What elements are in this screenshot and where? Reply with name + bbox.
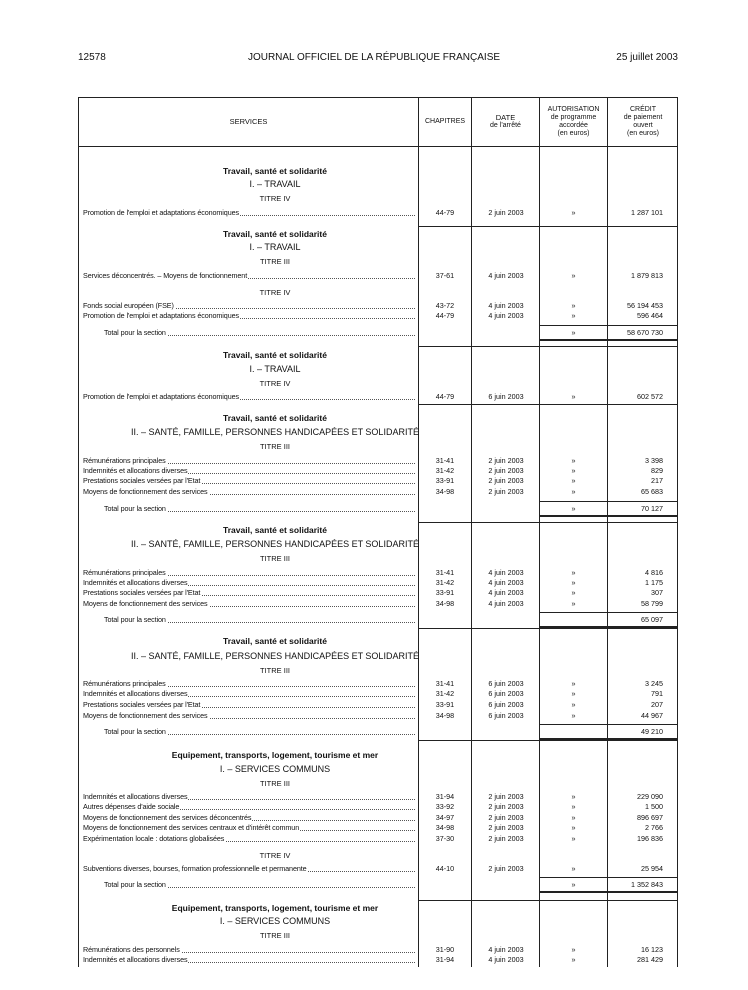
cell-chapitre: 44-79 bbox=[435, 392, 455, 401]
section-heading: I. – SERVICES COMMUNS bbox=[219, 764, 331, 774]
cell-autorisation: » bbox=[571, 823, 576, 832]
row-label bbox=[83, 710, 415, 721]
cell-chapitre: 44-79 bbox=[435, 208, 455, 217]
titre-heading: TITRE III bbox=[260, 779, 290, 788]
cell-credit: 49 210 bbox=[641, 727, 663, 736]
cell-credit: 217 bbox=[651, 476, 663, 485]
block-separator bbox=[608, 346, 678, 347]
row-label bbox=[83, 699, 415, 710]
cell-date: 4 juin 2003 bbox=[488, 599, 524, 608]
row-label bbox=[83, 822, 415, 833]
cell-date: 4 juin 2003 bbox=[488, 945, 524, 954]
ministry-heading: Equipement, transports, logement, tourisme et mer bbox=[171, 750, 379, 760]
cell-credit: 196 836 bbox=[637, 834, 663, 843]
block-separator bbox=[419, 404, 471, 405]
block-separator bbox=[419, 346, 471, 347]
table-row bbox=[0, 270, 748, 281]
cell-date: 4 juin 2003 bbox=[488, 578, 524, 587]
total-rule bbox=[608, 501, 678, 502]
cell-credit: 1 500 bbox=[645, 802, 663, 811]
cell-autorisation: » bbox=[571, 792, 576, 801]
row-label-text: Subventions diverses, bourses, formation professionnelle et permanente bbox=[83, 864, 307, 873]
total-rule bbox=[540, 612, 607, 613]
cell-credit: 602 572 bbox=[637, 392, 663, 401]
table-row bbox=[0, 801, 748, 812]
row-label-text: Promotion de l'emploi et adaptations économiques bbox=[83, 208, 239, 217]
cell-chapitre: 31-94 bbox=[435, 792, 455, 801]
block-separator bbox=[540, 900, 607, 901]
cell-date: 4 juin 2003 bbox=[488, 588, 524, 597]
row-label-text: Total pour la section bbox=[104, 727, 166, 736]
cell-autorisation: » bbox=[571, 392, 576, 401]
cell-date: 2 juin 2003 bbox=[488, 792, 524, 801]
total-rule bbox=[608, 325, 678, 326]
cell-credit: 229 090 bbox=[637, 792, 663, 801]
cell-autorisation: » bbox=[571, 588, 576, 597]
total-row bbox=[0, 503, 748, 514]
table-row bbox=[0, 475, 748, 486]
cell-autorisation: » bbox=[571, 568, 576, 577]
cell-chapitre: 34-97 bbox=[435, 813, 455, 822]
cell-chapitre: 33-91 bbox=[435, 588, 455, 597]
cell-chapitre: 34-98 bbox=[435, 487, 455, 496]
row-label-text: Rémunérations principales bbox=[83, 568, 166, 577]
cell-autorisation: » bbox=[571, 802, 576, 811]
cell-date: 2 juin 2003 bbox=[488, 823, 524, 832]
row-label bbox=[83, 587, 415, 598]
row-label-text: Expérimentation locale : dotations globalisées bbox=[83, 834, 225, 843]
cell-date: 6 juin 2003 bbox=[488, 392, 524, 401]
cell-date: 6 juin 2003 bbox=[488, 711, 524, 720]
section-heading: I. – TRAVAIL bbox=[249, 242, 301, 252]
total-rule bbox=[540, 339, 607, 341]
row-label-text: Total pour la section bbox=[104, 880, 166, 889]
cell-autorisation: » bbox=[571, 880, 576, 889]
cell-credit: 207 bbox=[651, 700, 663, 709]
cell-autorisation: » bbox=[571, 813, 576, 822]
block-separator bbox=[540, 628, 607, 629]
section-heading: I. – SERVICES COMMUNS bbox=[219, 916, 331, 926]
row-label-text: Total pour la section bbox=[104, 504, 166, 513]
row-label-text: Prestations sociales versées par l'Etat bbox=[83, 476, 201, 485]
row-label-text: Indemnités et allocations diverses bbox=[83, 578, 188, 587]
cell-date: 4 juin 2003 bbox=[488, 311, 524, 320]
row-label-text: Services déconcentrés. – Moyens de fonctionnement bbox=[83, 271, 248, 280]
row-label-text: Rémunérations des personnels bbox=[83, 945, 180, 954]
cell-credit: 70 127 bbox=[641, 504, 663, 513]
row-label bbox=[104, 327, 415, 338]
block-separator bbox=[419, 522, 471, 523]
ministry-heading: Travail, santé et solidarité bbox=[223, 525, 327, 535]
row-label-text: Promotion de l'emploi et adaptations économiques bbox=[83, 392, 239, 401]
row-label-text: Total pour la section bbox=[104, 615, 166, 624]
titre-heading: TITRE III bbox=[260, 257, 290, 266]
row-label bbox=[83, 863, 415, 874]
row-label-text: Moyens de fonctionnement des services bbox=[83, 487, 208, 496]
cell-chapitre: 31-41 bbox=[435, 456, 455, 465]
row-label bbox=[104, 503, 415, 514]
total-rule bbox=[540, 515, 607, 517]
table-row bbox=[0, 587, 748, 598]
section-heading: I. – TRAVAIL bbox=[249, 179, 301, 189]
total-rule bbox=[540, 724, 607, 725]
cell-date: 4 juin 2003 bbox=[488, 301, 524, 310]
total-rule bbox=[608, 612, 678, 613]
total-rule bbox=[540, 325, 607, 326]
block-separator bbox=[540, 346, 607, 347]
row-label bbox=[83, 475, 415, 486]
total-rule bbox=[540, 877, 607, 878]
row-label-text: Rémunérations principales bbox=[83, 679, 166, 688]
titre-heading: TITRE IV bbox=[259, 288, 291, 297]
cell-autorisation: » bbox=[571, 504, 576, 513]
ministry-heading: Travail, santé et solidarité bbox=[223, 350, 327, 360]
cell-credit: 58 670 730 bbox=[627, 328, 663, 337]
cell-chapitre: 37-30 bbox=[435, 834, 455, 843]
cell-chapitre: 37-61 bbox=[435, 271, 455, 280]
row-label-text: Moyens de fonctionnement des services bbox=[83, 711, 208, 720]
total-rule bbox=[608, 891, 678, 893]
cell-autorisation: » bbox=[571, 328, 576, 337]
ministry-heading: Travail, santé et solidarité bbox=[223, 413, 327, 423]
cell-autorisation: » bbox=[571, 679, 576, 688]
row-label bbox=[83, 486, 415, 497]
titre-heading: TITRE IV bbox=[259, 379, 291, 388]
cell-chapitre: 31-42 bbox=[435, 689, 455, 698]
titre-heading: TITRE III bbox=[260, 554, 290, 563]
block-separator bbox=[608, 404, 678, 405]
row-label-text: Prestations sociales versées par l'Etat bbox=[83, 588, 201, 597]
row-label bbox=[83, 688, 415, 699]
block-separator bbox=[472, 522, 539, 523]
titre-heading: TITRE IV bbox=[259, 194, 291, 203]
cell-credit: 791 bbox=[651, 689, 663, 698]
block-separator bbox=[472, 740, 539, 741]
journal-title: JOURNAL OFFICIEL DE LA RÉPUBLIQUE FRANÇAISE bbox=[247, 52, 501, 63]
cell-credit: 2 766 bbox=[645, 823, 663, 832]
row-label bbox=[83, 270, 415, 281]
table-row bbox=[0, 863, 748, 874]
cell-credit: 25 954 bbox=[641, 864, 663, 873]
ministry-heading: Equipement, transports, logement, tourisme et mer bbox=[171, 903, 379, 913]
table-row bbox=[0, 486, 748, 497]
cell-credit: 44 967 bbox=[641, 711, 663, 720]
total-row bbox=[0, 879, 748, 890]
total-row bbox=[0, 726, 748, 737]
titre-heading: TITRE IV bbox=[259, 851, 291, 860]
block-separator bbox=[472, 628, 539, 629]
cell-credit: 4 816 bbox=[645, 568, 663, 577]
table-row bbox=[0, 822, 748, 833]
row-label bbox=[104, 879, 415, 890]
table-row bbox=[0, 310, 748, 321]
block-separator bbox=[419, 226, 471, 227]
total-rule bbox=[608, 877, 678, 878]
cell-chapitre: 33-91 bbox=[435, 700, 455, 709]
block-separator bbox=[608, 740, 678, 741]
cell-date: 6 juin 2003 bbox=[488, 679, 524, 688]
row-label-text: Fonds social européen (FSE) bbox=[83, 301, 174, 310]
cell-credit: 829 bbox=[651, 466, 663, 475]
block-separator bbox=[608, 522, 678, 523]
cell-credit: 3 398 bbox=[645, 456, 663, 465]
cell-date: 4 juin 2003 bbox=[488, 955, 524, 964]
cell-chapitre: 34-98 bbox=[435, 599, 455, 608]
row-label bbox=[83, 954, 415, 965]
titre-heading: TITRE III bbox=[260, 931, 290, 940]
cell-credit: 281 429 bbox=[637, 955, 663, 964]
ministry-heading: Travail, santé et solidarité bbox=[223, 636, 327, 646]
row-label-text: Prestations sociales versées par l'Etat bbox=[83, 700, 201, 709]
block-separator bbox=[472, 346, 539, 347]
cell-credit: 1 352 843 bbox=[631, 880, 663, 889]
cell-date: 2 juin 2003 bbox=[488, 813, 524, 822]
total-rule bbox=[608, 515, 678, 517]
cell-date: 4 juin 2003 bbox=[488, 271, 524, 280]
table-row bbox=[0, 688, 748, 699]
row-label bbox=[83, 801, 415, 812]
table-row bbox=[0, 207, 748, 218]
row-label bbox=[83, 207, 415, 218]
cell-chapitre: 34-98 bbox=[435, 711, 455, 720]
block-separator bbox=[540, 522, 607, 523]
cell-credit: 56 194 453 bbox=[627, 301, 663, 310]
cell-date: 2 juin 2003 bbox=[488, 476, 524, 485]
block-separator bbox=[472, 404, 539, 405]
section-heading: I. – TRAVAIL bbox=[249, 364, 301, 374]
ministry-heading: Travail, santé et solidarité bbox=[223, 229, 327, 239]
cell-credit: 1 175 bbox=[645, 578, 663, 587]
total-row bbox=[0, 327, 748, 338]
cell-autorisation: » bbox=[571, 466, 576, 475]
titre-heading: TITRE III bbox=[260, 666, 290, 675]
cell-date: 2 juin 2003 bbox=[488, 834, 524, 843]
row-label bbox=[83, 598, 415, 609]
cell-chapitre: 44-10 bbox=[435, 864, 455, 873]
cell-autorisation: » bbox=[571, 301, 576, 310]
column-header-services: SERVICES bbox=[229, 117, 268, 126]
row-label-text: Rémunérations principales bbox=[83, 456, 166, 465]
page-date: 25 juillet 2003 bbox=[616, 52, 678, 63]
cell-date: 2 juin 2003 bbox=[488, 487, 524, 496]
row-label-text: Promotion de l'emploi et adaptations économiques bbox=[83, 311, 239, 320]
block-separator bbox=[608, 628, 678, 629]
cell-credit: 1 879 813 bbox=[631, 271, 663, 280]
titre-heading: TITRE III bbox=[260, 442, 290, 451]
table-row bbox=[0, 954, 748, 965]
cell-date: 2 juin 2003 bbox=[488, 208, 524, 217]
block-separator bbox=[419, 900, 471, 901]
cell-date: 2 juin 2003 bbox=[488, 802, 524, 811]
total-rule bbox=[540, 891, 607, 893]
cell-autorisation: » bbox=[571, 476, 576, 485]
cell-chapitre: 33-91 bbox=[435, 476, 455, 485]
row-label-text: Indemnités et allocations diverses bbox=[83, 689, 188, 698]
cell-autorisation: » bbox=[571, 864, 576, 873]
cell-autorisation: » bbox=[571, 578, 576, 587]
cell-credit: 58 799 bbox=[641, 599, 663, 608]
cell-chapitre: 31-41 bbox=[435, 568, 455, 577]
table-row bbox=[0, 391, 748, 402]
row-label bbox=[83, 391, 415, 402]
row-label-text: Total pour la section bbox=[104, 328, 166, 337]
total-row bbox=[0, 614, 748, 625]
block-separator bbox=[540, 404, 607, 405]
cell-autorisation: » bbox=[571, 945, 576, 954]
cell-chapitre: 31-42 bbox=[435, 466, 455, 475]
total-rule bbox=[540, 501, 607, 502]
cell-autorisation: » bbox=[571, 700, 576, 709]
block-separator bbox=[419, 740, 471, 741]
cell-credit: 596 464 bbox=[637, 311, 663, 320]
block-separator bbox=[419, 628, 471, 629]
row-label-text: Moyens de fonctionnement des services déconcentrés bbox=[83, 813, 252, 822]
cell-credit: 65 683 bbox=[641, 487, 663, 496]
block-separator bbox=[472, 900, 539, 901]
total-rule bbox=[608, 339, 678, 341]
cell-autorisation: » bbox=[571, 456, 576, 465]
row-label-text: Moyens de fonctionnement des services bbox=[83, 599, 208, 608]
table-row bbox=[0, 699, 748, 710]
row-label-text: Moyens de fonctionnement des services centraux et d'intérêt commun bbox=[83, 823, 300, 832]
cell-autorisation: » bbox=[571, 599, 576, 608]
cell-chapitre: 31-42 bbox=[435, 578, 455, 587]
block-separator bbox=[540, 226, 607, 227]
cell-autorisation: » bbox=[571, 834, 576, 843]
cell-credit: 1 287 101 bbox=[631, 208, 663, 217]
cell-chapitre: 43-72 bbox=[435, 301, 455, 310]
cell-autorisation: » bbox=[571, 311, 576, 320]
table-row bbox=[0, 833, 748, 844]
page-number: 12578 bbox=[78, 52, 106, 63]
cell-credit: 896 697 bbox=[637, 813, 663, 822]
cell-date: 6 juin 2003 bbox=[488, 689, 524, 698]
row-label bbox=[104, 726, 415, 737]
cell-chapitre: 33-92 bbox=[435, 802, 455, 811]
cell-date: 2 juin 2003 bbox=[488, 466, 524, 475]
cell-chapitre: 31-41 bbox=[435, 679, 455, 688]
section-heading: II. – SANTÉ, FAMILLE, PERSONNES HANDICAPÉES ET SOLIDARITÉ bbox=[131, 427, 419, 437]
row-label-text: Indemnités et allocations diverses bbox=[83, 466, 188, 475]
cell-chapitre: 31-90 bbox=[435, 945, 455, 954]
cell-date: 4 juin 2003 bbox=[488, 568, 524, 577]
block-separator bbox=[540, 740, 607, 741]
cell-autorisation: » bbox=[571, 487, 576, 496]
cell-autorisation: » bbox=[571, 208, 576, 217]
block-separator bbox=[608, 226, 678, 227]
cell-chapitre: 34-98 bbox=[435, 823, 455, 832]
section-heading: II. – SANTÉ, FAMILLE, PERSONNES HANDICAPÉES ET SOLIDARITÉ bbox=[131, 539, 419, 549]
section-heading: II. – SANTÉ, FAMILLE, PERSONNES HANDICAPÉES ET SOLIDARITÉ bbox=[131, 651, 419, 661]
cell-autorisation: » bbox=[571, 955, 576, 964]
block-separator bbox=[472, 226, 539, 227]
cell-credit: 3 245 bbox=[645, 679, 663, 688]
cell-chapitre: 31-94 bbox=[435, 955, 455, 964]
cell-chapitre: 44-79 bbox=[435, 311, 455, 320]
table-row bbox=[0, 598, 748, 609]
cell-credit: 307 bbox=[651, 588, 663, 597]
cell-autorisation: » bbox=[571, 689, 576, 698]
cell-date: 6 juin 2003 bbox=[488, 700, 524, 709]
row-label-text: Indemnités et allocations diverses bbox=[83, 792, 188, 801]
block-separator bbox=[608, 900, 678, 901]
row-label bbox=[83, 310, 415, 321]
cell-date: 2 juin 2003 bbox=[488, 864, 524, 873]
row-label bbox=[104, 614, 415, 625]
cell-credit: 16 123 bbox=[641, 945, 663, 954]
cell-date: 2 juin 2003 bbox=[488, 456, 524, 465]
column-header-chapitres: CHAPITRES bbox=[424, 118, 466, 125]
cell-autorisation: » bbox=[571, 271, 576, 280]
cell-autorisation: » bbox=[571, 711, 576, 720]
header-divider bbox=[79, 146, 678, 147]
ministry-heading: Travail, santé et solidarité bbox=[223, 166, 327, 176]
total-rule bbox=[608, 724, 678, 725]
row-label-text: Indemnités et allocations diverses bbox=[83, 955, 188, 964]
cell-credit: 65 097 bbox=[641, 615, 663, 624]
row-label bbox=[83, 833, 415, 844]
row-label-text: Autres dépenses d'aide sociale bbox=[83, 802, 180, 811]
table-row bbox=[0, 710, 748, 721]
